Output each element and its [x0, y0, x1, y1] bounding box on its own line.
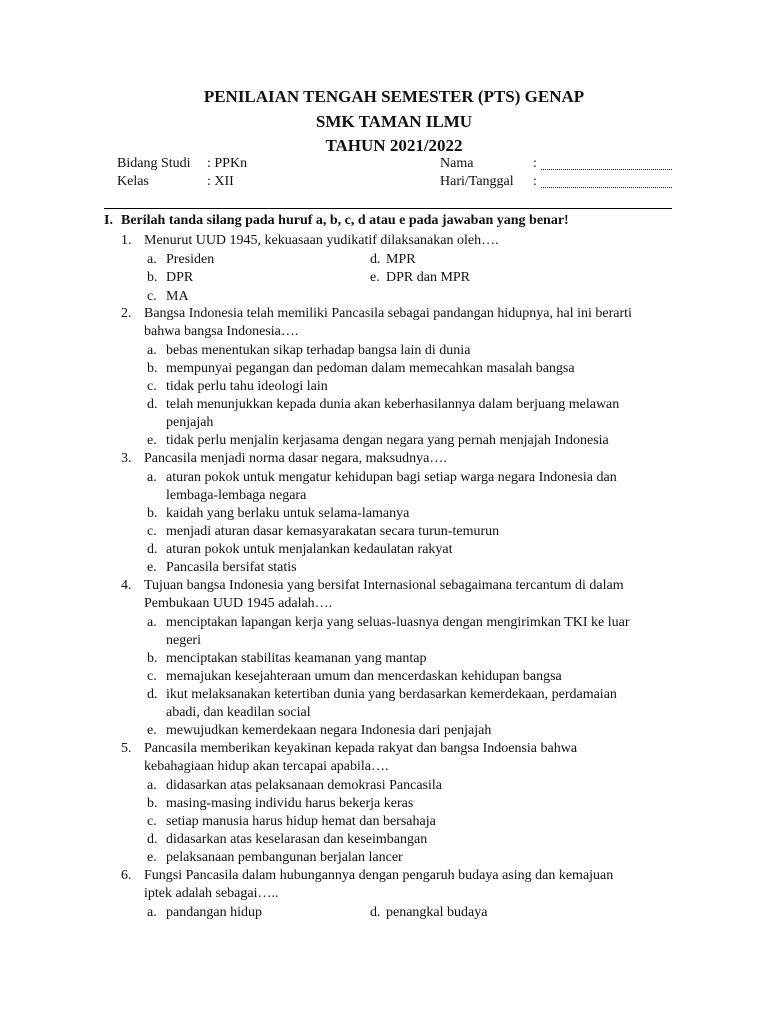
option-letter[interactable]: d.: [147, 397, 158, 412]
date-fill-line[interactable]: [541, 187, 672, 188]
option-text: menciptakan stabilitas keamanan yang mantap: [166, 651, 427, 666]
option-text: aturan pokok untuk menjalankan kedaulatan rakyat: [166, 542, 453, 557]
option-text: telah menunjukkan kepada dunia akan keberhasilannya dalam berjuang melawan: [166, 397, 620, 412]
option-letter[interactable]: e.: [147, 850, 157, 865]
question-text: Tujuan bangsa Indonesia yang bersifat Internasional sebagaimana tercantum di dalam: [144, 578, 624, 593]
option-text: memajukan kesejahteraan umum dan mencerdaskan kehidupan bangsa: [166, 669, 562, 684]
option-text: didasarkan atas pelaksanaan demokrasi Pancasila: [166, 778, 443, 793]
subject-value: : PPKn: [207, 156, 248, 171]
class-label: Kelas: [117, 174, 149, 189]
option-text: mempunyai pegangan dan pedoman dalam memecahkan masalah bangsa: [166, 361, 575, 376]
question-text: Pembukaan UUD 1945 adalah….: [144, 596, 333, 611]
section-number: I.: [104, 213, 113, 228]
option-text: setiap manusia harus hidup hemat dan bersahaja: [166, 814, 436, 829]
option-text: mewujudkan kemerdekaan negara Indonesia dari penjajah: [166, 723, 492, 738]
option-text: ikut melaksanakan ketertiban dunia yang berdasarkan kemerdekaan, perdamaian: [166, 687, 617, 702]
question-number: 2.: [121, 306, 132, 321]
exam-title: PENILAIAN TENGAH SEMESTER (PTS) GENAP: [203, 87, 585, 106]
option-text: tidak perlu menjalin kerjasama dengan negara yang pernah menjajah Indonesia: [166, 433, 609, 448]
option-text-continued: negeri: [166, 633, 201, 648]
option-letter[interactable]: d.: [370, 905, 381, 920]
option-letter[interactable]: d.: [147, 832, 158, 847]
option-letter[interactable]: c.: [147, 669, 157, 684]
question-text: Menurut UUD 1945, kekuasaan yudikatif dilaksanakan oleh….: [144, 233, 499, 248]
option-text: DPR: [166, 270, 194, 285]
option-text-continued: lembaga-lembaga negara: [166, 488, 307, 503]
name-label: Nama: [440, 156, 474, 171]
option-letter[interactable]: d.: [370, 252, 381, 267]
header-divider: [104, 208, 672, 209]
option-letter[interactable]: c.: [147, 289, 157, 304]
option-text: Pancasila bersifat statis: [166, 560, 297, 575]
option-letter[interactable]: e.: [147, 560, 157, 575]
subject-label: Bidang Studi: [117, 156, 191, 171]
option-letter[interactable]: c.: [147, 814, 157, 829]
option-text: kaidah yang berlaku untuk selama-lamanya: [166, 506, 410, 521]
name-colon: :: [533, 156, 537, 171]
option-letter[interactable]: e.: [147, 433, 157, 448]
option-letter[interactable]: a.: [147, 615, 157, 630]
option-letter[interactable]: b.: [147, 796, 158, 811]
option-text: aturan pokok untuk mengatur kehidupan bagi setiap warga negara Indonesia dan: [166, 470, 617, 485]
option-text: MPR: [386, 252, 416, 267]
option-text-continued: penjajah: [166, 415, 214, 430]
option-letter[interactable]: a.: [147, 905, 157, 920]
question-number: 3.: [121, 451, 132, 466]
question-text: kebahagiaan hidup akan tercapai apabila….: [144, 759, 389, 774]
option-letter[interactable]: b.: [147, 506, 158, 521]
section-instruction: Berilah tanda silang pada huruf a, b, c, d atau e pada jawaban yang benar!: [121, 213, 569, 228]
option-letter[interactable]: e.: [147, 723, 157, 738]
option-letter[interactable]: a.: [147, 470, 157, 485]
option-text: tidak perlu tahu ideologi lain: [166, 379, 328, 394]
date-colon: :: [533, 174, 537, 189]
option-text: pandangan hidup: [166, 905, 263, 920]
question-text: Bangsa Indonesia telah memiliki Pancasila sebagai pandangan hidupnya, hal ini berarti: [144, 306, 632, 321]
option-letter[interactable]: a.: [147, 778, 157, 793]
option-text: Presiden: [166, 252, 215, 267]
question-text: Pancasila memberikan keyakinan kepada rakyat dan bangsa Indoensia bahwa: [144, 741, 578, 756]
question-number: 6.: [121, 868, 132, 883]
option-text: masing-masing individu harus bekerja keras: [166, 796, 414, 811]
question-text: Fungsi Pancasila dalam hubungannya dengan pengaruh budaya asing dan kemajuan: [144, 868, 614, 883]
option-text: MA: [166, 289, 189, 304]
name-fill-line[interactable]: [541, 169, 672, 170]
option-letter[interactable]: e.: [370, 270, 380, 285]
option-letter[interactable]: b.: [147, 270, 158, 285]
option-text: pelaksanaan pembangunan berjalan lancer: [166, 850, 403, 865]
option-text-continued: abadi, dan keadilan social: [166, 705, 311, 720]
question-number: 5.: [121, 741, 132, 756]
class-value: : XII: [207, 174, 234, 189]
option-text: penangkal budaya: [386, 905, 488, 920]
option-letter[interactable]: c.: [147, 379, 157, 394]
option-letter[interactable]: d.: [147, 687, 158, 702]
option-letter[interactable]: d.: [147, 542, 158, 557]
option-text: DPR dan MPR: [386, 270, 471, 285]
school-year: TAHUN 2021/2022: [325, 136, 463, 155]
option-text: menjadi aturan dasar kemasyarakatan secara turun-temurun: [166, 524, 500, 539]
option-letter[interactable]: b.: [147, 651, 158, 666]
question-text: bahwa bangsa Indonesia….: [144, 324, 299, 339]
option-letter[interactable]: c.: [147, 524, 157, 539]
option-letter[interactable]: a.: [147, 343, 157, 358]
question-text: iptek adalah sebagai…..: [144, 886, 279, 901]
date-label: Hari/Tanggal: [440, 174, 514, 189]
option-text: bebas menentukan sikap terhadap bangsa lain di dunia: [166, 343, 471, 358]
question-number: 1.: [121, 233, 132, 248]
option-letter[interactable]: a.: [147, 252, 157, 267]
question-number: 4.: [121, 578, 132, 593]
option-text: menciptakan lapangan kerja yang seluas-luasnya dengan mengirimkan TKI ke luar: [166, 615, 630, 630]
option-text: didasarkan atas keselarasan dan keseimbangan: [166, 832, 428, 847]
option-letter[interactable]: b.: [147, 361, 158, 376]
question-text: Pancasila menjadi norma dasar negara, maksudnya….: [144, 451, 447, 466]
school-name: SMK TAMAN ILMU: [315, 112, 473, 131]
